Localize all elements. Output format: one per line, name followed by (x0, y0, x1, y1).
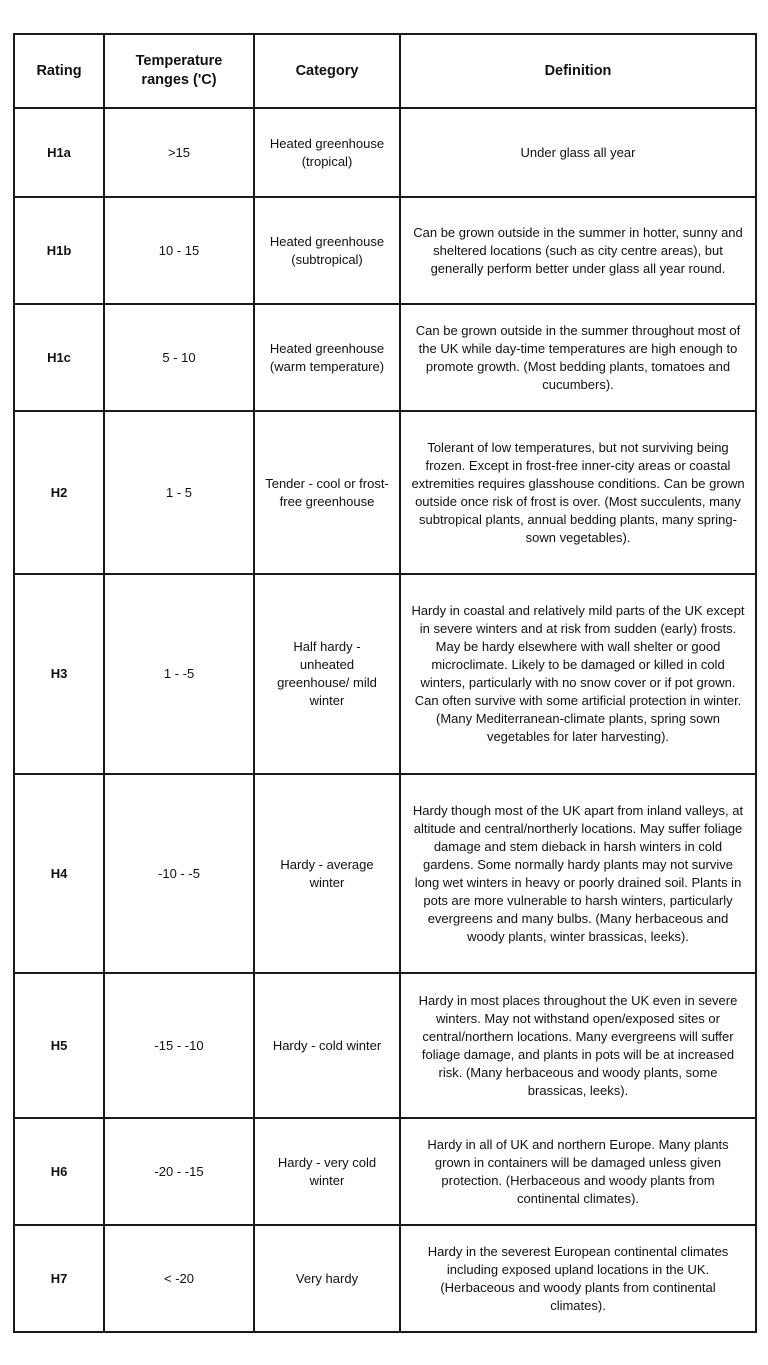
rating-cell: H5 (14, 973, 104, 1118)
table-header-row (14, 34, 756, 108)
definition-cell: Hardy in the severest European continental climates including exposed upland locations in the UK. (Herbaceous and woody plants from continental climates). (400, 1225, 756, 1332)
table-row (14, 1225, 756, 1332)
rating-cell: H3 (14, 574, 104, 774)
category-cell: Heated greenhouse (subtropical) (254, 197, 400, 304)
table-row (14, 197, 756, 304)
temperature-cell: -10 - -5 (104, 774, 254, 973)
temperature-cell: < -20 (104, 1225, 254, 1332)
category-cell: Very hardy (254, 1225, 400, 1332)
column-header-definition: Definition (400, 34, 756, 108)
rating-cell: H1a (14, 108, 104, 197)
rating-cell: H7 (14, 1225, 104, 1332)
table-row (14, 973, 756, 1118)
temperature-cell: -20 - -15 (104, 1118, 254, 1225)
definition-cell: Under glass all year (400, 108, 756, 197)
category-cell: Tender - cool or frost-free greenhouse (254, 411, 400, 574)
definition-cell: Hardy in coastal and relatively mild parts of the UK except in severe winters and at risk from sudden (early) frosts. May be hardy elsewhere with wall shelter or good microclimate. Likely to be damaged or killed in cold winters, particularly with no snow cover or if pot grown. Can often survive with some artificial protection in winter. (Many Mediterranean-climate plants, spring sown vegetables for later harvesting). (400, 574, 756, 774)
category-cell: Heated greenhouse (tropical) (254, 108, 400, 197)
column-header-rating: Rating (14, 34, 104, 108)
category-cell: Half hardy - unheated greenhouse/ mild winter (254, 574, 400, 774)
column-header-category: Category (254, 34, 400, 108)
hardiness-ratings-table (13, 33, 757, 1333)
category-cell: Hardy - cold winter (254, 973, 400, 1118)
temperature-cell: 1 - -5 (104, 574, 254, 774)
temperature-cell: 5 - 10 (104, 304, 254, 411)
table-row (14, 304, 756, 411)
category-cell: Hardy - average winter (254, 774, 400, 973)
rating-cell: H6 (14, 1118, 104, 1225)
category-cell: Heated greenhouse (warm temperature) (254, 304, 400, 411)
temperature-cell: -15 - -10 (104, 973, 254, 1118)
definition-cell: Tolerant of low temperatures, but not surviving being frozen. Except in frost-free inner-city areas or coastal extremities requires glasshouse conditions. Can be grown outside once risk of frost is over. (Most succulents, many subtropical plants, annual bedding plants, many spring-sown vegetables). (400, 411, 756, 574)
definition-cell: Hardy though most of the UK apart from inland valleys, at altitude and central/northerly locations. May suffer foliage damage and stem dieback in harsh winters in cold gardens. Some normally hardy plants may not survive long wet winters in heavy or poorly drained soil. Plants in pots are more vulnerable to harsh winters, particularly evergreens and many bulbs. (Many herbaceous and woody plants, winter brassicas, leeks). (400, 774, 756, 973)
temperature-cell: 1 - 5 (104, 411, 254, 574)
rating-cell: H2 (14, 411, 104, 574)
rating-cell: H4 (14, 774, 104, 973)
temperature-cell: >15 (104, 108, 254, 197)
temperature-cell: 10 - 15 (104, 197, 254, 304)
rating-cell: H1b (14, 197, 104, 304)
table-row (14, 108, 756, 197)
table-row (14, 411, 756, 574)
definition-cell: Can be grown outside in the summer throughout most of the UK while day-time temperatures are high enough to promote growth. (Most bedding plants, tomatoes and cucumbers). (400, 304, 756, 411)
table-row (14, 1118, 756, 1225)
column-header-temperature: Temperature ranges ('C) (104, 34, 254, 108)
definition-cell: Hardy in most places throughout the UK even in severe winters. May not withstand open/exposed sites or central/northern locations. Many evergreens will suffer foliage damage, and plants in pots will be at increased risk. (Many herbaceous and woody plants, some brassicas, leeks). (400, 973, 756, 1118)
rating-cell: H1c (14, 304, 104, 411)
definition-cell: Hardy in all of UK and northern Europe. Many plants grown in containers will be damaged unless given protection. (Herbaceous and woody plants from continental climates). (400, 1118, 756, 1225)
definition-cell: Can be grown outside in the summer in hotter, sunny and sheltered locations (such as city centre areas), but generally perform better under glass all year round. (400, 197, 756, 304)
table-row (14, 774, 756, 973)
table-row (14, 574, 756, 774)
category-cell: Hardy - very cold winter (254, 1118, 400, 1225)
